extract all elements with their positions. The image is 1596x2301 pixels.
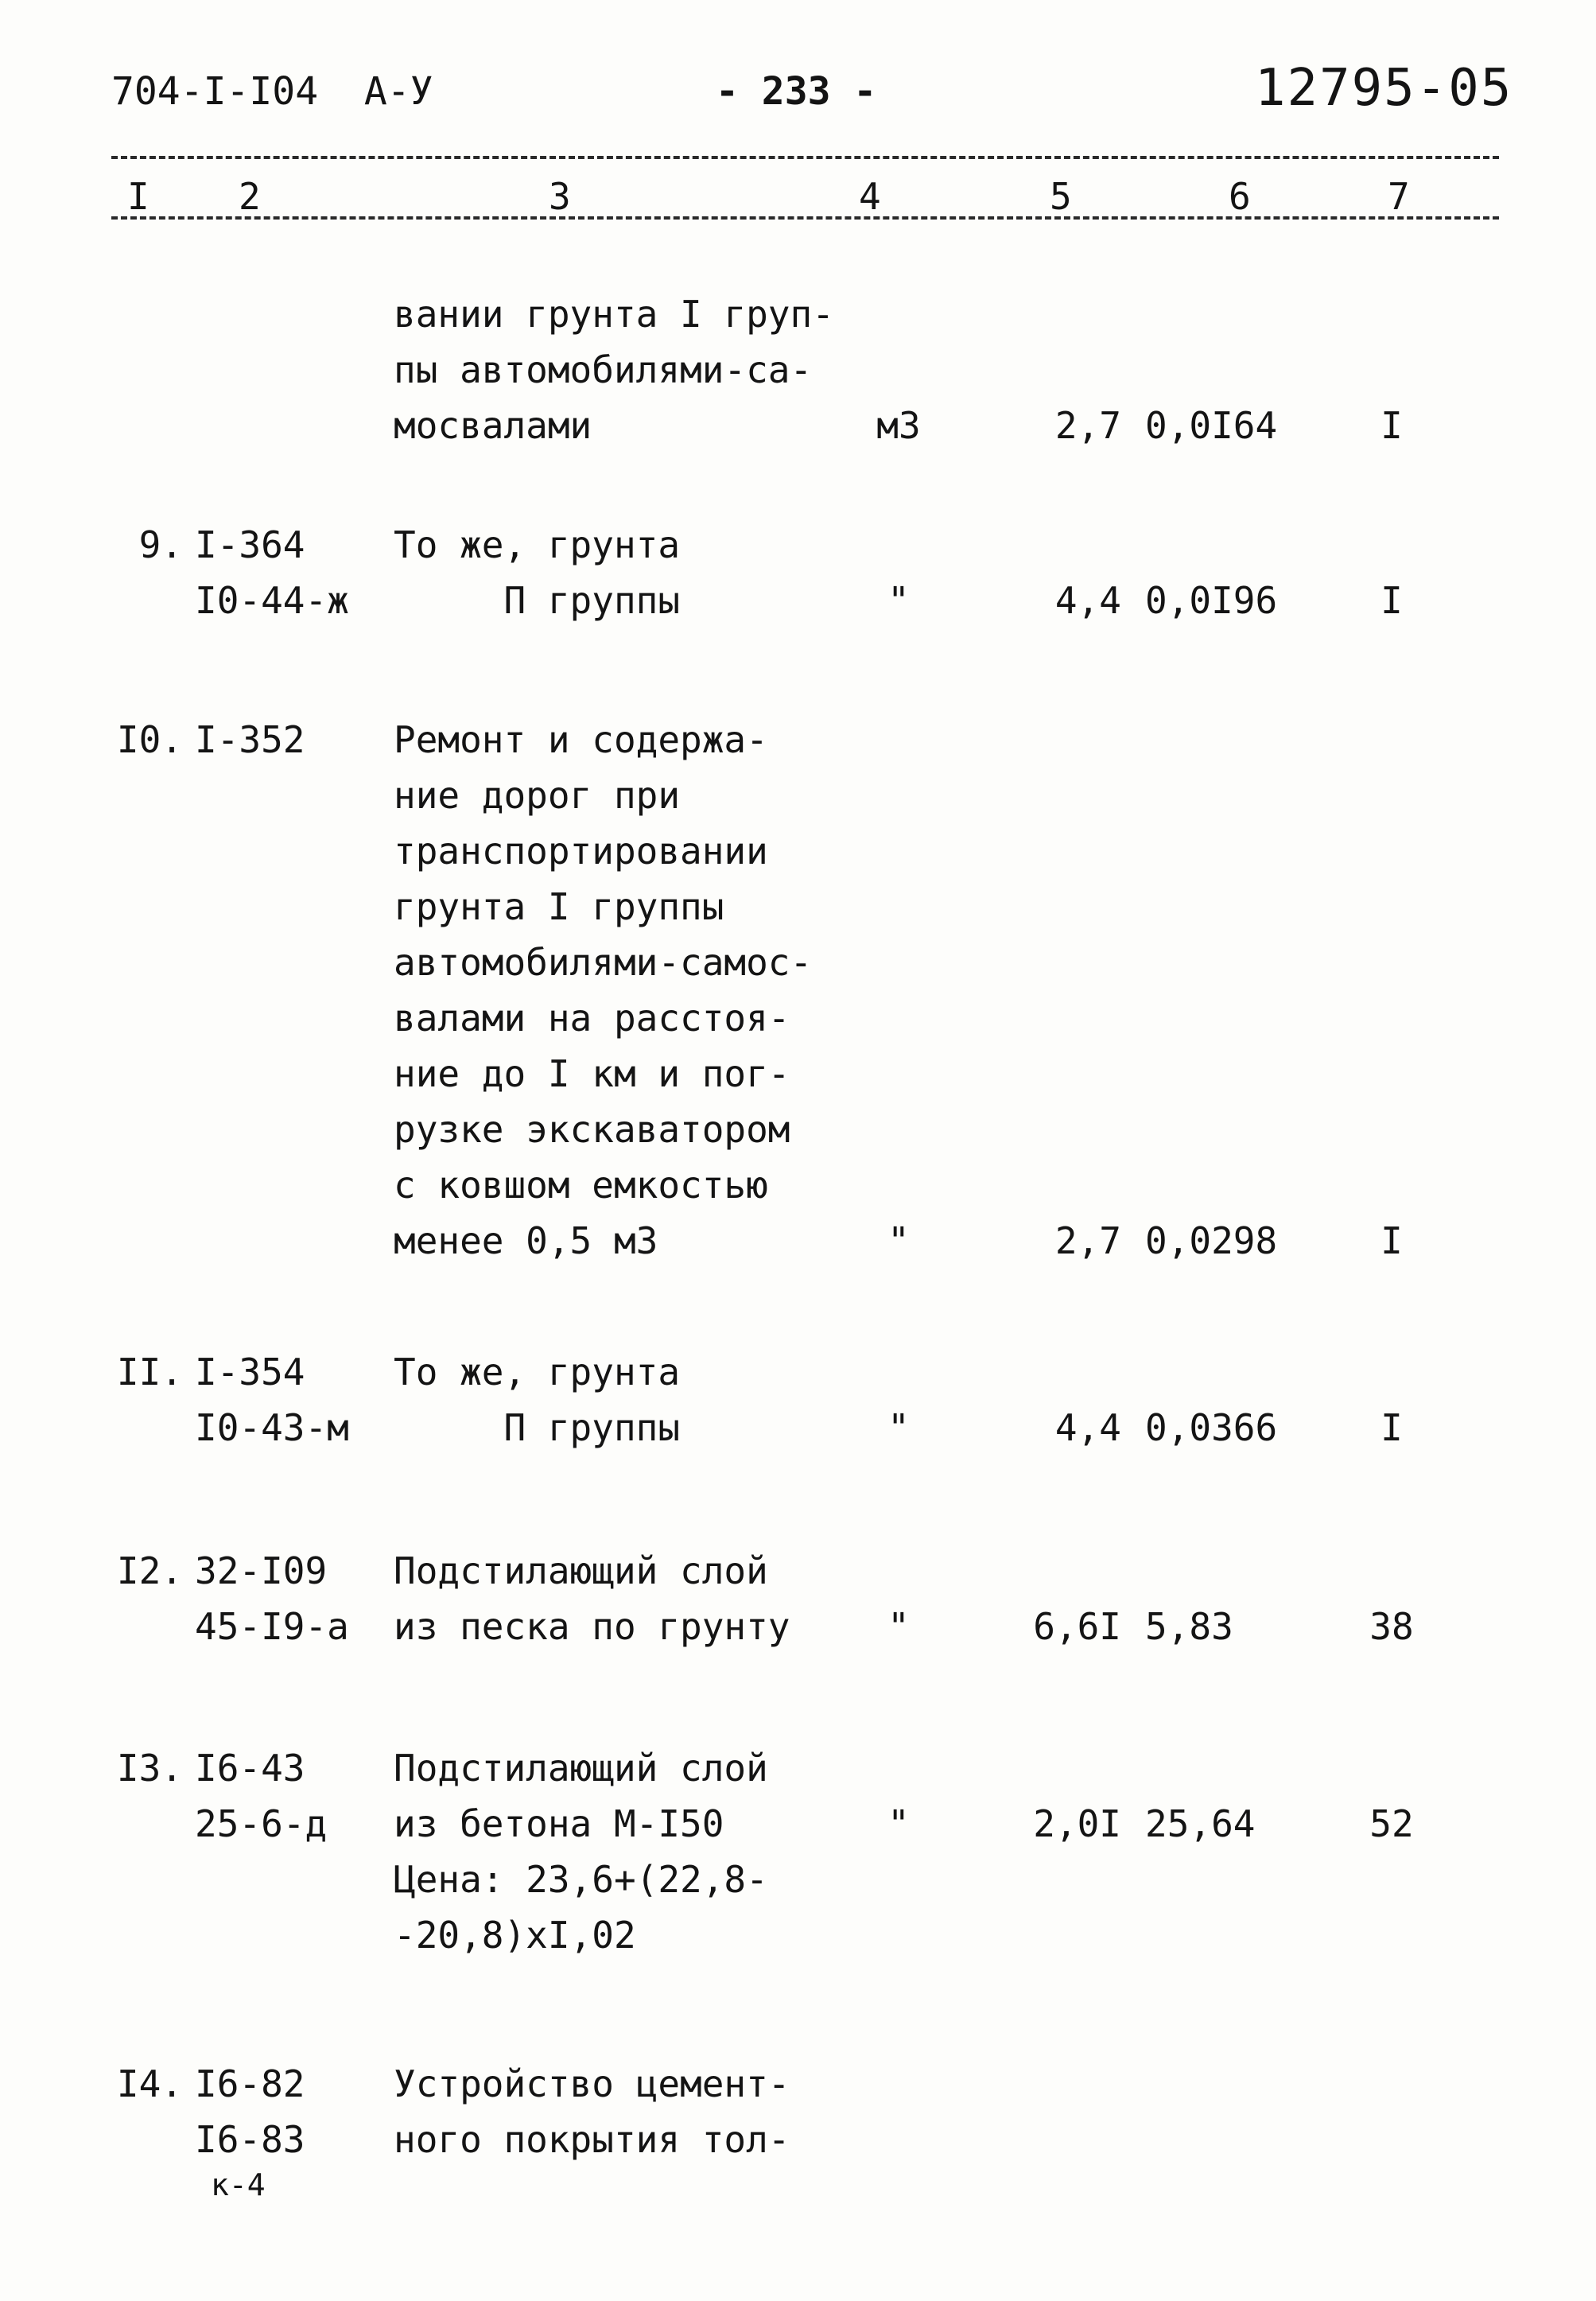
row-unit: " [887, 1802, 910, 1845]
header-divider-top [111, 156, 1499, 159]
row-unit: " [887, 579, 910, 622]
row-total: I [1380, 1406, 1403, 1449]
row-quantity: 4,4 [1054, 579, 1121, 622]
row-norm: 0,0366 [1145, 1406, 1278, 1449]
column-number-4: 4 [859, 175, 881, 218]
row-codes: 32-I09 45-I9-а [195, 1549, 349, 1648]
archive-stamp: 12795-05 [1255, 59, 1513, 118]
row-norm: 0,0I64 [1145, 404, 1278, 447]
row-codes: I-354 I0-43-м [195, 1351, 349, 1449]
row-unit: " [887, 1605, 910, 1648]
column-number-5: 5 [1050, 175, 1072, 218]
row-unit: " [887, 1406, 910, 1449]
row-quantity: 2,7 [1054, 1219, 1121, 1262]
row-number: I2. [116, 1549, 183, 1592]
row-quantity: 6,6I [1033, 1605, 1121, 1648]
row-codes: I6-82 I6-83 к-4 [195, 2062, 305, 2202]
row-norm: 0,0I96 [1145, 579, 1278, 622]
row-codes: I6-43 25-6-д [195, 1747, 328, 1845]
column-number-1: I [127, 175, 150, 218]
row-number: II. [116, 1351, 183, 1393]
row-number: I3. [116, 1747, 183, 1790]
row-quantity: 2,0I [1033, 1802, 1121, 1845]
row-unit: " [887, 1219, 910, 1262]
row-description: вании грунта I груп- пы автомобилями-са- мосвалами [394, 293, 834, 447]
row-quantity: 4,4 [1054, 1406, 1121, 1449]
row-unit: м3 [876, 404, 921, 447]
row-description: Подстилающий слой из песка по грунту [394, 1549, 790, 1648]
row-codes: I-364 I0-44-ж [195, 523, 349, 622]
row-total: I [1380, 1219, 1403, 1262]
page-number: - 233 - [716, 69, 877, 114]
row-total: 38 [1369, 1605, 1414, 1648]
row-norm: 5,83 [1145, 1605, 1233, 1648]
row-codes: I-352 [195, 718, 305, 761]
row-description: То же, грунта П группы [394, 1351, 681, 1449]
column-number-2: 2 [239, 175, 261, 218]
row-number: 9. [138, 523, 183, 566]
row-norm: 25,64 [1145, 1802, 1256, 1845]
row-total: 52 [1369, 1802, 1414, 1845]
header-divider-bottom [111, 216, 1499, 220]
row-number: I4. [116, 2062, 183, 2105]
row-norm: 0,0298 [1145, 1219, 1278, 1262]
row-description: Подстилающий слой из бетона М-I50 Цена: 23,6+(22,8- -20,8)хI,02 [394, 1747, 768, 1957]
row-description: Ремонт и содержа- ние дорог при транспортировании грунта I группы автомобилями-самос- валами на расстоя- ние до I км и пог- рузке экскаватором с ковшом емкостью менее 0,5 м3 [394, 718, 813, 1262]
row-number: I0. [116, 718, 183, 761]
column-number-3: 3 [549, 175, 571, 218]
row-quantity: 2,7 [1054, 404, 1121, 447]
column-number-6: 6 [1229, 175, 1251, 218]
row-description: Устройство цемент- ного покрытия тол- [394, 2062, 790, 2161]
row-total: I [1380, 579, 1403, 622]
row-total: I [1380, 404, 1403, 447]
row-description: То же, грунта П группы [394, 523, 681, 622]
document-number: 704-I-I04 А-У [111, 69, 433, 114]
column-number-7: 7 [1388, 175, 1410, 218]
